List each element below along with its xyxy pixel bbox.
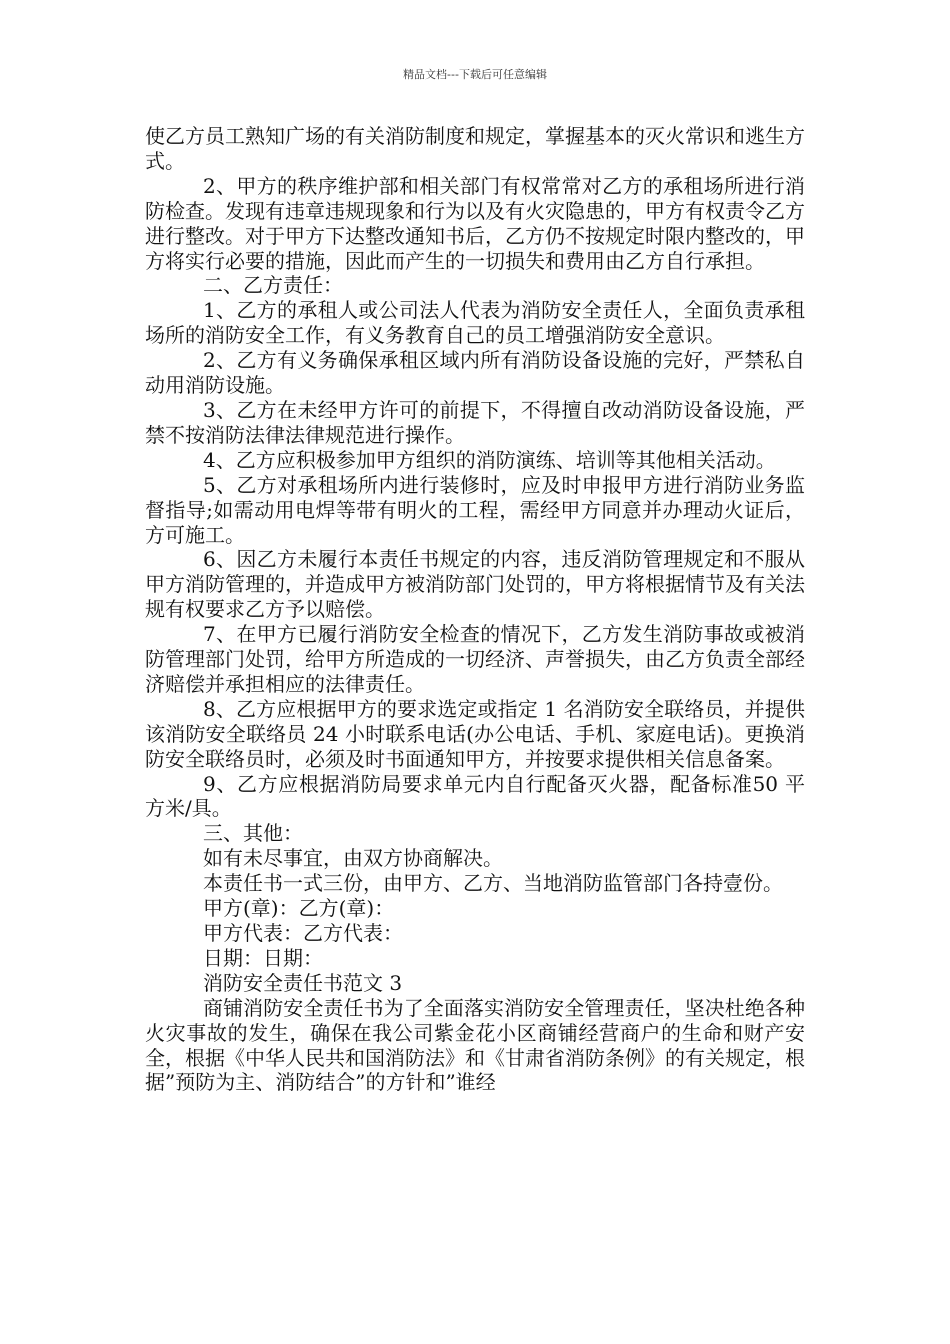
paragraph: 7、在甲方已履行消防安全检查的情况下，乙方发生消防事故或被消防管理部门处罚，给甲方所造成的一切经济、声誉损失，由乙方负责全部经济赔偿并承担相应的法律责任。 <box>145 622 805 696</box>
paragraph: 使乙方员工熟知广场的有关消防制度和规定，掌握基本的灭火常识和逃生方式。 <box>145 124 805 173</box>
paragraph: 如有未尽事宜，由双方协商解决。 <box>203 846 503 871</box>
paragraph: 1、乙方的承租人或公司法人代表为消防安全责任人，全面负责承租场所的消防安全工作，有义务教育自己的员工增强消防安全意识。 <box>145 298 805 348</box>
section-heading: 三、其他： <box>203 821 303 846</box>
signature-line: 甲方(章)：乙方(章)： <box>203 896 395 921</box>
signature-line: 甲方代表：乙方代表： <box>203 921 403 945</box>
paragraph: 本责任书一式三份，由甲方、乙方、当地消防监管部门各持壹份。 <box>203 871 783 896</box>
paragraph: 9、乙方应根据消防局要求单元内自行配备灭火器，配备标准50 平方米/具。 <box>145 771 805 821</box>
page-header-note: 精品文档---下载后可任意编辑 <box>403 68 547 81</box>
document-body <box>145 124 805 1095</box>
paragraph: 3、乙方在未经甲方许可的前提下，不得擅自改动消防设备设施，严禁不按消防法律法律规范进行操作。 <box>145 397 805 447</box>
section-heading: 二、乙方责任： <box>203 273 343 298</box>
paragraph: 4、乙方应积极参加甲方组织的消防演练、培训等其他相关活动。 <box>203 447 776 472</box>
paragraph: 商铺消防安全责任书为了全面落实消防安全管理责任，坚决杜绝各种火灾事故的发生，确保在我公司紫金花小区商铺经营商户的生命和财产安全，根据《中华人民共和国消防法》和《甘肃省消防条例》的有关规定，根据”预防为主、消防结合”的方针和”谁经 <box>145 995 805 1095</box>
paragraph: 6、因乙方未履行本责任书规定的内容，违反消防管理规定和不服从甲方消防管理的，并造成甲方被消防部门处罚的，甲方将根据情节及有关法规有权要求乙方予以赔偿。 <box>145 547 805 622</box>
paragraph: 5、乙方对承租场所内进行装修时，应及时申报甲方进行消防业务监督指导;如需动用电焊等带有明火的工程，需经甲方同意并办理动火证后，方可施工。 <box>145 472 805 547</box>
section-title: 消防安全责任书范文 3 <box>203 970 403 995</box>
paragraph: 2、甲方的秩序维护部和相关部门有权常常对乙方的承租场所进行消防检查。发现有违章违规现象和行为以及有火灾隐患的，甲方有权责令乙方进行整改。对于甲方下达整改通知书后，乙方仍不按规定时限内整改的，甲方将实行必要的措施，因此而产生的一切损失和费用由乙方自行承担。 <box>145 173 805 273</box>
paragraph: 2、乙方有义务确保承租区域内所有消防设备设施的完好，严禁私自动用消防设施。 <box>145 348 805 398</box>
paragraph: 8、乙方应根据甲方的要求选定或指定 1 名消防安全联络员，并提供该消防安全联络员 24 小时联系电话(办公电话、手机、家庭电话)。更换消防安全联络员时，必须及时书面通知甲方，并按要求提供相关信息备案。 <box>145 696 805 771</box>
date-line: 日期：日期： <box>203 945 323 970</box>
